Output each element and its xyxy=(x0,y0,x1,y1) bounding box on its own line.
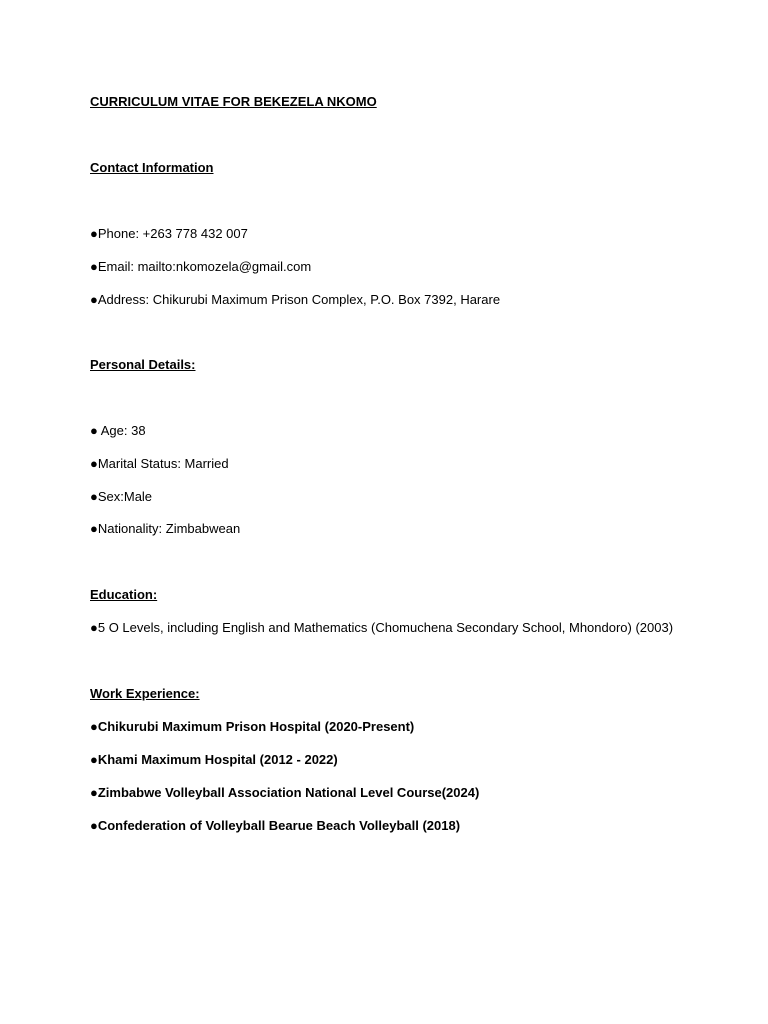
work-item: ●Khami Maximum Hospital (2012 - 2022) xyxy=(90,752,338,767)
work-item: ●Zimbabwe Volleyball Association National Level Course(2024) xyxy=(90,785,480,800)
document-title: CURRICULUM VITAE FOR BEKEZELA NKOMO xyxy=(90,94,377,109)
education-item: ●5 O Levels, including English and Mathematics (Chomuchena Secondary School, Mhondoro) (2003) xyxy=(90,620,674,635)
contact-email: ●Email: mailto:nkomozela@gmail.com xyxy=(90,259,312,274)
contact-heading: Contact Information xyxy=(90,160,214,175)
contact-address: ●Address: Chikurubi Maximum Prison Complex, P.O. Box 7392, Harare xyxy=(90,292,501,307)
personal-sex: ●Sex:Male xyxy=(90,489,153,504)
personal-age: ● Age: 38 xyxy=(90,423,146,438)
personal-nationality: ●Nationality: Zimbabwean xyxy=(90,521,241,536)
personal-marital-status: ●Marital Status: Married xyxy=(90,456,229,471)
work-item: ●Chikurubi Maximum Prison Hospital (2020-Present) xyxy=(90,719,415,734)
contact-phone: ●Phone: +263 778 432 007 xyxy=(90,226,248,241)
personal-heading: Personal Details: xyxy=(90,357,196,372)
work-heading: Work Experience: xyxy=(90,686,200,701)
work-item: ●Confederation of Volleyball Bearue Beach Volleyball (2018) xyxy=(90,818,461,833)
education-heading: Education: xyxy=(90,587,158,602)
